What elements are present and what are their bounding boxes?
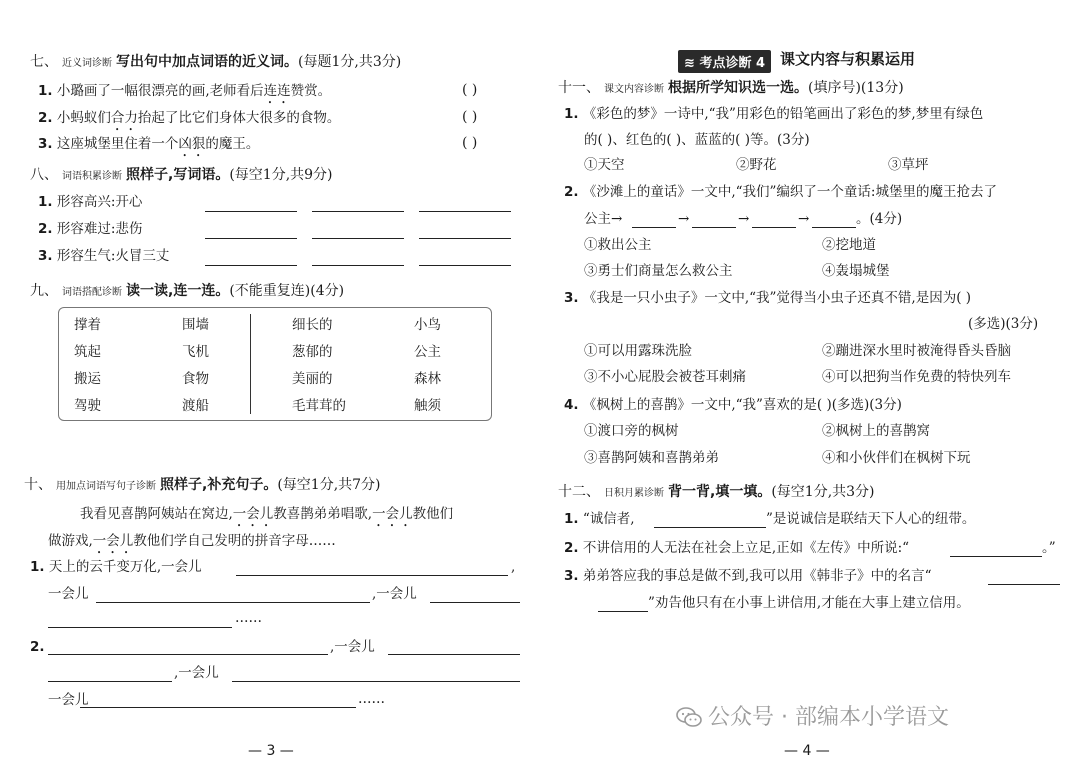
section-7-title — [30, 55, 401, 69]
question-number: 2. — [564, 540, 579, 556]
wechat-icon — [676, 706, 702, 728]
question-text: 的( )、红色的( )、蓝蓝的( )等。(3分) — [584, 132, 810, 148]
answer-blank[interactable] — [692, 227, 736, 228]
question-number: 2. — [38, 110, 53, 126]
answer-blank[interactable] — [654, 527, 766, 528]
option[interactable]: ③喜鹊阿姨和喜鹊弟弟 — [584, 450, 719, 466]
section-tag: 词语搭配诊断 — [62, 287, 122, 298]
question-text: 公主→ — [584, 211, 623, 227]
question-7-1 — [38, 83, 331, 107]
arrow: → — [678, 211, 690, 227]
question-text: 。” — [1042, 540, 1056, 556]
watermark-text: 公众号 · 部编本小学语文 — [708, 705, 949, 730]
section-instruction: 照样子,写词语。 — [126, 167, 230, 183]
question-text: 《我是一只小虫子》一文中,“我”觉得当小虫子还真不错,是因为( ) — [582, 290, 972, 306]
page-number: — 3 — — [248, 743, 294, 759]
match-word[interactable]: 公主 — [414, 344, 441, 360]
arrow: → — [738, 211, 750, 227]
example-line-2 — [48, 533, 336, 557]
option[interactable]: ②野花 — [736, 157, 777, 173]
answer-blank[interactable] — [312, 265, 404, 266]
question-text: “诚信者, — [582, 511, 635, 527]
question-8-2 — [38, 223, 142, 237]
question-8-3 — [38, 250, 169, 264]
answer-blank[interactable] — [419, 238, 511, 239]
option[interactable]: ④可以把狗当作免费的特快列车 — [822, 369, 1011, 385]
prompt-text: 一会儿 — [48, 586, 89, 602]
question-11-1 — [564, 108, 983, 122]
page-number: — 4 — — [784, 743, 830, 759]
match-word[interactable]: 触须 — [414, 398, 441, 414]
badge-text: 考点诊断 4 — [699, 56, 766, 71]
section-8-title — [30, 168, 333, 182]
question-number: 1. — [38, 83, 53, 99]
ellipsis: …… — [358, 691, 385, 707]
question-text: 形容难过:悲伤 — [56, 221, 143, 237]
section-score: (不能重复连)(4分) — [229, 283, 345, 299]
ellipsis: …… — [235, 610, 262, 626]
question-number: 1. — [564, 511, 579, 527]
question-11-4 — [564, 399, 902, 413]
punct: , — [511, 559, 516, 575]
match-word[interactable]: 撑着 — [74, 317, 101, 333]
option[interactable]: ③草坪 — [888, 157, 929, 173]
dotted-word: 合力 — [110, 110, 138, 126]
answer-blank[interactable] — [632, 227, 676, 228]
section-number: 十、 — [24, 477, 52, 493]
question-7-3 — [38, 136, 259, 160]
match-word[interactable]: 细长的 — [292, 317, 333, 333]
question-text: 形容高兴:开心 — [56, 194, 143, 210]
prompt-text: 一会儿 — [48, 692, 89, 708]
option[interactable]: ①救出公主 — [584, 237, 652, 253]
section-tag: 日积月累诊断 — [604, 488, 664, 499]
section-score: (每空1分,共3分) — [771, 484, 875, 500]
section-score: (每题1分,共3分) — [298, 54, 402, 70]
dotted-word: 凶狠 — [178, 136, 206, 152]
answer-paren[interactable]: ( ) — [462, 109, 478, 125]
dotted-word: 一会儿 — [372, 506, 413, 522]
question-number: 2. — [38, 221, 53, 237]
question-number: 2. — [30, 639, 45, 655]
example-line-1 — [80, 506, 453, 530]
answer-blank[interactable] — [598, 611, 648, 612]
question-text: 《沙滩上的童话》一文中,“我们”编织了一个童话:城堡里的魔王抢去了 — [582, 184, 997, 200]
question-text: 。(4分) — [856, 211, 903, 227]
section-tag: 用加点词语写句子诊断 — [56, 481, 156, 492]
answer-blank[interactable] — [312, 238, 404, 239]
question-number: 2. — [564, 184, 579, 200]
section-instruction: 照样子,补充句子。 — [160, 477, 278, 493]
dotted-word: 连连 — [263, 83, 291, 99]
answer-blank[interactable] — [205, 211, 297, 212]
match-word[interactable]: 毛茸茸的 — [292, 398, 346, 414]
section-badge — [678, 50, 771, 73]
question-12-1 — [564, 513, 635, 527]
section-tag: 词语积累诊断 — [62, 171, 122, 182]
option[interactable]: ②挖地道 — [822, 237, 876, 253]
example-text: 教他们学自己发明的拼音字母…… — [133, 533, 336, 549]
prompt-text: ,一会儿 — [330, 639, 375, 655]
question-text: 《彩色的梦》一诗中,“我”用彩色的铅笔画出了彩色的梦,梦里有绿色 — [582, 106, 984, 122]
question-number: 3. — [38, 136, 53, 152]
question-text: 这座城堡里住着一个 — [56, 136, 179, 152]
section-tag: 近义词诊断 — [62, 58, 112, 69]
answer-blank[interactable] — [812, 227, 856, 228]
answer-blank[interactable] — [236, 575, 508, 576]
answer-blank[interactable] — [232, 681, 520, 682]
answer-blank[interactable] — [205, 238, 297, 239]
question-8-1 — [38, 196, 142, 210]
question-11-2 — [564, 186, 997, 200]
option[interactable]: ④轰塌城堡 — [822, 263, 890, 279]
answer-blank[interactable] — [388, 654, 520, 655]
question-text: 的魔王。 — [205, 136, 260, 152]
section-instruction: 读一读,连一连。 — [126, 283, 230, 299]
question-text: ”是说诚信是联结天下人心的纽带。 — [766, 511, 976, 527]
question-text: 小璐画了一幅很漂亮的画,老师看后 — [56, 83, 264, 99]
question-text: (多选)(3分) — [968, 316, 1039, 332]
dotted-word: 一会儿 — [92, 533, 134, 549]
match-word[interactable]: 小鸟 — [414, 317, 441, 333]
example-text: 教喜鹊弟弟唱歌, — [273, 506, 373, 522]
prompt-text: ,一会儿 — [372, 586, 417, 602]
question-text: 不讲信用的人无法在社会上立足,正如《左传》中所说:“ — [582, 540, 910, 556]
section-number: 十二、 — [558, 484, 600, 500]
dotted-word: 一会儿 — [232, 506, 274, 522]
question-11-3 — [564, 292, 971, 306]
example-text: 我看见喜鹊阿姨站在窝边, — [80, 506, 233, 522]
divider — [250, 314, 251, 414]
answer-blank[interactable] — [205, 265, 297, 266]
answer-blank[interactable] — [80, 707, 356, 708]
match-word[interactable]: 美丽的 — [292, 371, 333, 387]
page-heading: 课文内容与积累运用 — [780, 50, 916, 68]
question-12-2 — [564, 542, 909, 556]
section-12-title — [558, 485, 875, 499]
question-number: 3. — [564, 290, 579, 306]
section-10-title — [24, 478, 381, 492]
match-word[interactable]: 围墙 — [182, 317, 209, 333]
option[interactable]: ①渡口旁的枫树 — [584, 423, 679, 439]
match-word[interactable]: 飞机 — [182, 344, 209, 360]
option[interactable]: ①可以用露珠洗脸 — [584, 343, 692, 359]
match-word[interactable]: 葱郁的 — [292, 344, 333, 360]
section-11-title — [558, 81, 904, 95]
section-instruction: 根据所学知识选一选。 — [668, 80, 808, 96]
answer-paren[interactable]: ( ) — [462, 82, 478, 98]
match-word[interactable]: 筑起 — [74, 344, 101, 360]
question-text: 小蚂蚁们 — [56, 110, 111, 126]
section-instruction: 背一背,填一填。 — [668, 484, 772, 500]
wave-icon: ≋ — [684, 56, 695, 71]
match-word[interactable]: 驾驶 — [74, 398, 101, 414]
answer-blank[interactable] — [419, 211, 511, 212]
option[interactable]: ②枫树上的喜鹊窝 — [822, 423, 930, 439]
option[interactable]: ③不小心屁股会被苍耳刺痛 — [584, 369, 746, 385]
page-4 — [540, 0, 1080, 763]
section-tag: 课文内容诊断 — [604, 84, 664, 95]
option[interactable]: ④和小伙伴们在枫树下玩 — [822, 450, 971, 466]
question-text: ”劝告他只有在小事上讲信用,才能在大事上建立信用。 — [648, 595, 970, 611]
question-text: 天上的云千变万化,一会儿 — [48, 559, 202, 575]
option[interactable]: ①天空 — [584, 157, 625, 173]
section-score: (每空1分,共9分) — [229, 167, 333, 183]
option[interactable]: ②蹦进深水里时被淹得昏头昏脑 — [822, 343, 1011, 359]
question-number: 3. — [38, 248, 53, 264]
section-instruction: 写出句中加点词语的近义词。 — [116, 54, 298, 70]
question-number: 3. — [564, 568, 579, 584]
answer-blank[interactable] — [950, 556, 1042, 557]
answer-blank[interactable] — [752, 227, 796, 228]
answer-blank[interactable] — [48, 681, 172, 682]
question-10-2 — [30, 641, 45, 655]
answer-blank[interactable] — [988, 584, 1060, 585]
question-number: 4. — [564, 397, 579, 413]
question-text: 赞赏。 — [290, 83, 332, 99]
question-10-1 — [30, 561, 202, 575]
section-9-title — [30, 284, 344, 298]
section-score: (填序号)(13分) — [808, 80, 904, 96]
answer-paren[interactable]: ( ) — [462, 135, 478, 151]
answer-blank[interactable] — [48, 627, 232, 628]
answer-blank[interactable] — [312, 211, 404, 212]
question-text: 抬起了比它们身体大很多的食物。 — [137, 110, 341, 126]
answer-blank[interactable] — [48, 654, 328, 655]
arrow: → — [798, 211, 810, 227]
question-text: 《枫树上的喜鹊》一文中,“我”喜欢的是( )(多选)(3分) — [582, 397, 902, 413]
match-word[interactable]: 搬运 — [74, 371, 101, 387]
section-number: 七、 — [30, 54, 58, 70]
question-text: 形容生气:火冒三丈 — [56, 248, 170, 264]
example-text: 教他们 — [412, 506, 454, 522]
match-word[interactable]: 食物 — [182, 371, 209, 387]
prompt-text: ,一会儿 — [174, 665, 219, 681]
question-text: 弟弟答应我的事总是做不到,我可以用《韩非子》中的名言“ — [582, 568, 932, 584]
match-word[interactable]: 森林 — [414, 371, 441, 387]
section-number: 十一、 — [558, 80, 600, 96]
section-score: (每空1分,共7分) — [277, 477, 381, 493]
section-number: 九、 — [30, 283, 58, 299]
answer-blank[interactable] — [96, 602, 370, 603]
option[interactable]: ③勇士们商量怎么救公主 — [584, 263, 733, 279]
answer-blank[interactable] — [430, 602, 520, 603]
answer-blank[interactable] — [419, 265, 511, 266]
question-7-2 — [38, 110, 340, 134]
question-number: 1. — [38, 194, 53, 210]
section-number: 八、 — [30, 167, 58, 183]
match-word[interactable]: 渡船 — [182, 398, 209, 414]
example-text: 做游戏, — [48, 533, 93, 549]
question-12-3 — [564, 570, 932, 584]
question-number: 1. — [30, 559, 45, 575]
question-number: 1. — [564, 106, 579, 122]
